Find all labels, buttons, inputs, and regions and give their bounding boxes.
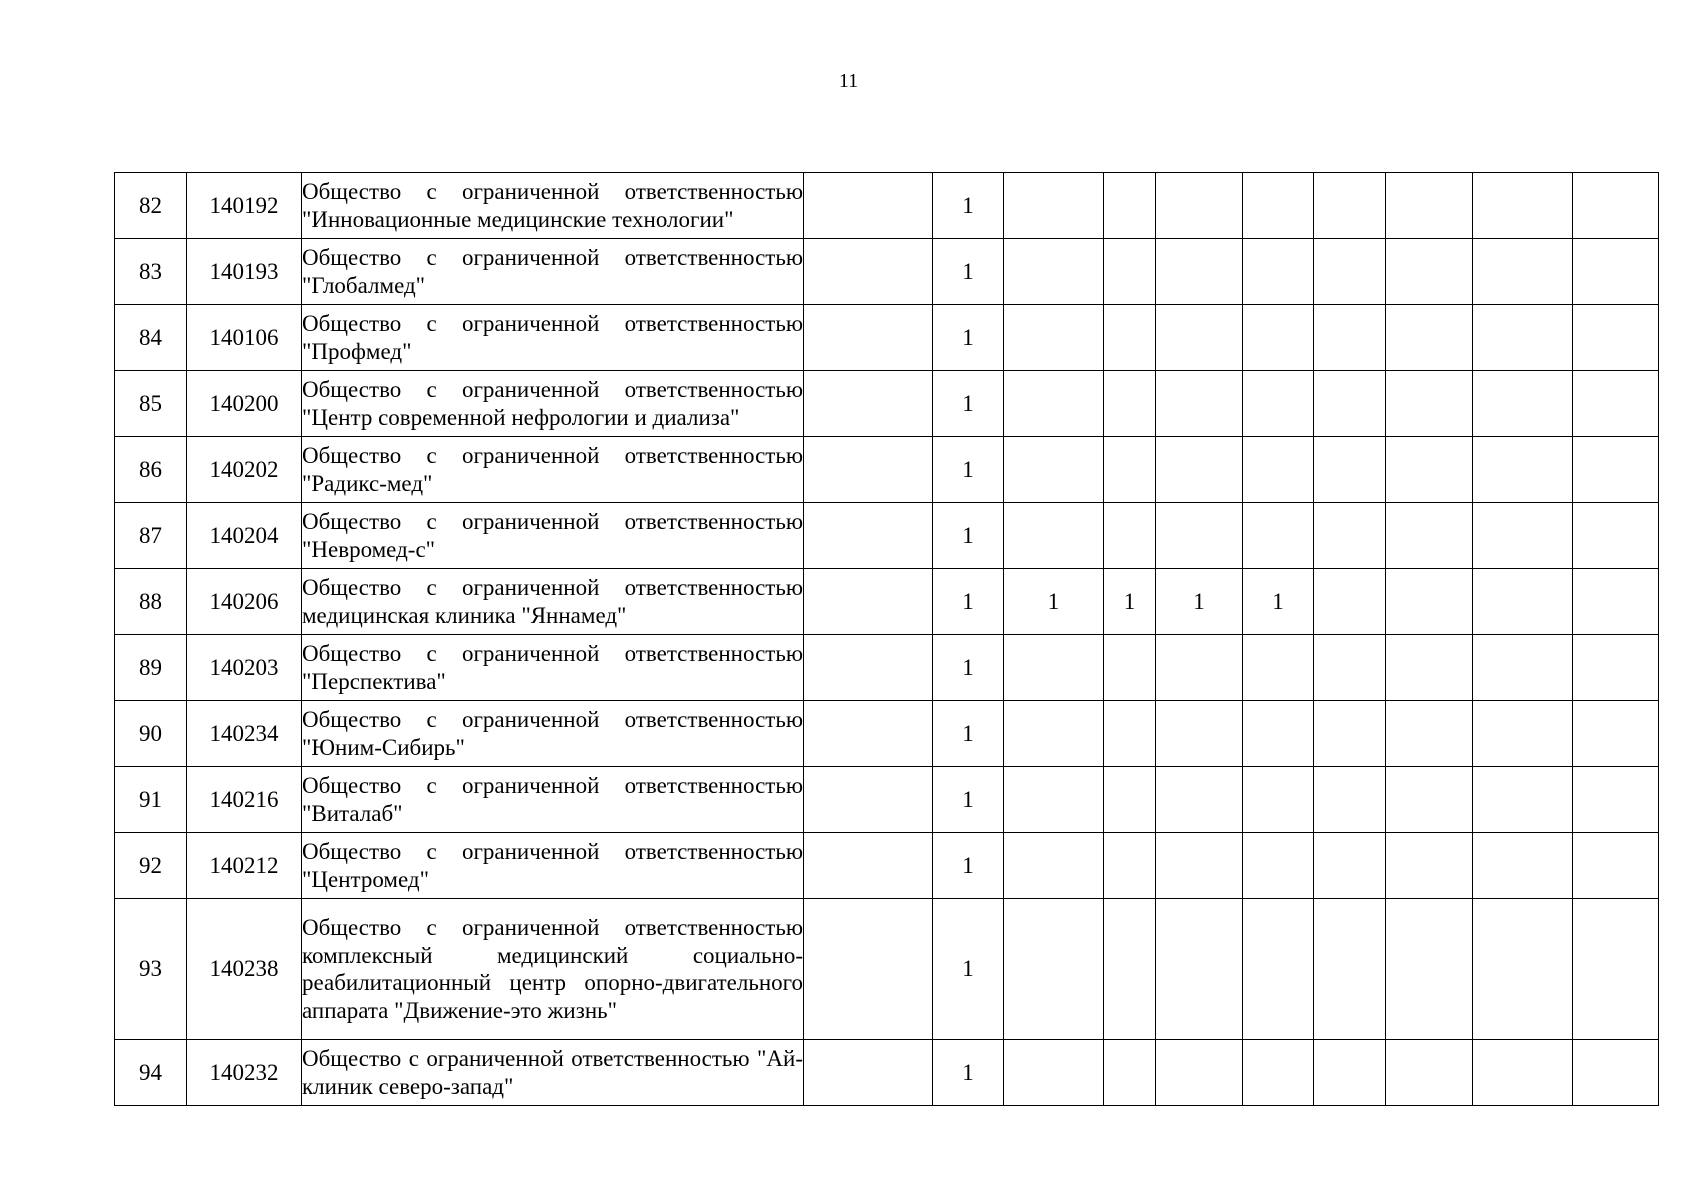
flag-cell: 1 <box>1104 569 1156 635</box>
flag-cell <box>1156 767 1243 833</box>
flag-cell <box>1386 173 1473 239</box>
organization-name-cell: Общество с ограниченной ответственностью "Невромед-с" <box>302 503 804 569</box>
flag-cell <box>1156 503 1243 569</box>
flag-cell <box>804 305 933 371</box>
row-number-cell: 92 <box>115 833 187 899</box>
flag-cell <box>804 899 933 1040</box>
flag-cell <box>1243 899 1314 1040</box>
table-row <box>115 503 1659 569</box>
flag-cell: 1 <box>933 1040 1004 1106</box>
flag-cell <box>1004 305 1104 371</box>
flag-cell: 1 <box>933 305 1004 371</box>
flag-cell <box>1104 371 1156 437</box>
flag-cell <box>1473 305 1573 371</box>
flag-cell <box>1243 239 1314 305</box>
flag-cell <box>1386 239 1473 305</box>
table-row <box>115 767 1659 833</box>
flag-cell <box>1004 1040 1104 1106</box>
flag-cell <box>1473 569 1573 635</box>
flag-cell <box>1243 173 1314 239</box>
flag-cell <box>1573 305 1659 371</box>
flag-cell <box>1473 503 1573 569</box>
flag-cell <box>1314 833 1386 899</box>
flag-cell <box>1573 503 1659 569</box>
table-row <box>115 833 1659 899</box>
flag-cell <box>804 437 933 503</box>
row-number-cell: 87 <box>115 503 187 569</box>
flag-cell <box>804 371 933 437</box>
flag-cell <box>804 701 933 767</box>
flag-cell <box>804 173 933 239</box>
flag-cell <box>1573 701 1659 767</box>
flag-cell: 1 <box>933 371 1004 437</box>
flag-cell <box>1386 635 1473 701</box>
flag-cell <box>1004 899 1104 1040</box>
flag-cell <box>1004 239 1104 305</box>
organization-code-cell: 140238 <box>187 899 302 1040</box>
table-row <box>115 1040 1659 1106</box>
row-number-cell: 94 <box>115 1040 187 1106</box>
flag-cell <box>1243 701 1314 767</box>
row-number-cell: 90 <box>115 701 187 767</box>
table-row <box>115 305 1659 371</box>
flag-cell <box>1386 503 1473 569</box>
flag-cell: 1 <box>933 239 1004 305</box>
flag-cell <box>1473 371 1573 437</box>
flag-cell <box>1156 833 1243 899</box>
flag-cell <box>1386 1040 1473 1106</box>
flag-cell <box>1386 569 1473 635</box>
flag-cell <box>1573 767 1659 833</box>
flag-cell <box>1104 173 1156 239</box>
flag-cell <box>1156 239 1243 305</box>
flag-cell <box>1004 173 1104 239</box>
organization-name-cell: Общество с ограниченной ответственностью "Перспектива" <box>302 635 804 701</box>
flag-cell <box>1314 437 1386 503</box>
flag-cell <box>1104 1040 1156 1106</box>
row-number-cell: 88 <box>115 569 187 635</box>
table-row <box>115 437 1659 503</box>
page-number: 11 <box>838 70 859 92</box>
flag-cell <box>1104 833 1156 899</box>
flag-cell <box>804 239 933 305</box>
organization-code-cell: 140192 <box>187 173 302 239</box>
flag-cell <box>1243 635 1314 701</box>
table-row <box>115 239 1659 305</box>
organization-name-cell: Общество с ограниченной ответственностью комплексный медицинский социально-реабилитационный центр опорно-двигательного аппарата "Движение-это жизнь" <box>302 899 804 1040</box>
flag-cell: 1 <box>933 635 1004 701</box>
organization-name-cell: Общество с ограниченной ответственностью "Радикс-мед" <box>302 437 804 503</box>
flag-cell <box>1104 239 1156 305</box>
flag-cell <box>1314 701 1386 767</box>
flag-cell <box>1573 371 1659 437</box>
flag-cell <box>1156 635 1243 701</box>
flag-cell <box>1573 437 1659 503</box>
row-number-cell: 82 <box>115 173 187 239</box>
flag-cell <box>1243 437 1314 503</box>
organization-name-cell: Общество с ограниченной ответственностью "Глобалмед" <box>302 239 804 305</box>
table-row <box>115 371 1659 437</box>
flag-cell <box>1314 1040 1386 1106</box>
flag-cell <box>1386 701 1473 767</box>
flag-cell <box>1314 767 1386 833</box>
flag-cell <box>804 503 933 569</box>
flag-cell <box>1243 503 1314 569</box>
flag-cell: 1 <box>933 899 1004 1040</box>
flag-cell <box>1473 767 1573 833</box>
flag-cell <box>1004 833 1104 899</box>
flag-cell <box>1004 701 1104 767</box>
organization-code-cell: 140202 <box>187 437 302 503</box>
organization-name-cell: Общество с ограниченной ответственностью "Виталаб" <box>302 767 804 833</box>
flag-cell <box>1156 1040 1243 1106</box>
flag-cell <box>1104 899 1156 1040</box>
flag-cell <box>1314 305 1386 371</box>
organizations-table <box>114 172 1659 1106</box>
flag-cell <box>804 833 933 899</box>
flag-cell <box>1386 437 1473 503</box>
flag-cell <box>1473 437 1573 503</box>
table-row <box>115 173 1659 239</box>
flag-cell <box>1314 371 1386 437</box>
flag-cell <box>1156 899 1243 1040</box>
flag-cell: 1 <box>1004 569 1104 635</box>
flag-cell <box>1314 239 1386 305</box>
flag-cell <box>1004 503 1104 569</box>
organization-code-cell: 140203 <box>187 635 302 701</box>
flag-cell <box>1004 767 1104 833</box>
row-number-cell: 86 <box>115 437 187 503</box>
flag-cell <box>1156 371 1243 437</box>
row-number-cell: 89 <box>115 635 187 701</box>
flag-cell <box>1573 635 1659 701</box>
flag-cell: 1 <box>1243 569 1314 635</box>
flag-cell <box>1156 437 1243 503</box>
flag-cell <box>1386 833 1473 899</box>
flag-cell <box>1573 833 1659 899</box>
flag-cell <box>1573 1040 1659 1106</box>
flag-cell: 1 <box>933 833 1004 899</box>
table-row <box>115 635 1659 701</box>
flag-cell <box>804 635 933 701</box>
flag-cell <box>1156 173 1243 239</box>
flag-cell: 1 <box>933 503 1004 569</box>
flag-cell <box>1243 767 1314 833</box>
row-number-cell: 91 <box>115 767 187 833</box>
flag-cell <box>1473 173 1573 239</box>
organization-name-cell: Общество с ограниченной ответственностью "Инновационные медицинские технологии" <box>302 173 804 239</box>
flag-cell: 1 <box>933 701 1004 767</box>
flag-cell <box>1004 371 1104 437</box>
flag-cell <box>1104 437 1156 503</box>
flag-cell <box>1573 239 1659 305</box>
organization-code-cell: 140106 <box>187 305 302 371</box>
row-number-cell: 93 <box>115 899 187 1040</box>
flag-cell: 1 <box>933 569 1004 635</box>
table-row <box>115 569 1659 635</box>
flag-cell <box>1156 305 1243 371</box>
flag-cell <box>1104 503 1156 569</box>
flag-cell <box>1243 305 1314 371</box>
flag-cell: 1 <box>1156 569 1243 635</box>
flag-cell <box>1386 899 1473 1040</box>
flag-cell <box>1473 1040 1573 1106</box>
flag-cell <box>1314 173 1386 239</box>
flag-cell <box>1104 701 1156 767</box>
flag-cell <box>1473 239 1573 305</box>
row-number-cell: 84 <box>115 305 187 371</box>
organization-name-cell: Общество с ограниченной ответственностью "Центр современной нефрологии и диализа" <box>302 371 804 437</box>
organization-code-cell: 140204 <box>187 503 302 569</box>
flag-cell <box>1473 833 1573 899</box>
flag-cell <box>1104 305 1156 371</box>
flag-cell <box>1243 833 1314 899</box>
flag-cell <box>1104 767 1156 833</box>
flag-cell: 1 <box>933 767 1004 833</box>
organization-name-cell: Общество с ограниченной ответственностью медицинская клиника "Яннамед" <box>302 569 804 635</box>
flag-cell <box>1004 437 1104 503</box>
table-row <box>115 701 1659 767</box>
flag-cell <box>1104 635 1156 701</box>
flag-cell: 1 <box>933 437 1004 503</box>
flag-cell <box>1314 635 1386 701</box>
organization-code-cell: 140216 <box>187 767 302 833</box>
organization-name-cell: Общество с ограниченной ответственностью "Профмед" <box>302 305 804 371</box>
flag-cell <box>1314 569 1386 635</box>
row-number-cell: 83 <box>115 239 187 305</box>
flag-cell: 1 <box>933 173 1004 239</box>
organization-name-cell: Общество с ограниченной ответственностью "Юним-Сибирь" <box>302 701 804 767</box>
flag-cell <box>1243 371 1314 437</box>
flag-cell <box>1386 767 1473 833</box>
organization-name-cell: Общество с ограниченной ответственностью "Центромед" <box>302 833 804 899</box>
flag-cell <box>804 569 933 635</box>
organization-code-cell: 140193 <box>187 239 302 305</box>
flag-cell <box>1314 503 1386 569</box>
organization-code-cell: 140232 <box>187 1040 302 1106</box>
flag-cell <box>1314 899 1386 1040</box>
flag-cell <box>1386 371 1473 437</box>
organization-code-cell: 140212 <box>187 833 302 899</box>
flag-cell <box>804 767 933 833</box>
flag-cell <box>1004 635 1104 701</box>
table-row <box>115 899 1659 1040</box>
flag-cell <box>1573 569 1659 635</box>
organization-code-cell: 140234 <box>187 701 302 767</box>
flag-cell <box>1573 899 1659 1040</box>
flag-cell <box>1473 635 1573 701</box>
organization-code-cell: 140206 <box>187 569 302 635</box>
organization-name-cell: Общество с ограниченной ответственностью "Ай-клиник северо-запад" <box>302 1040 804 1106</box>
flag-cell <box>804 1040 933 1106</box>
flag-cell <box>1156 701 1243 767</box>
row-number-cell: 85 <box>115 371 187 437</box>
organization-code-cell: 140200 <box>187 371 302 437</box>
flag-cell <box>1243 1040 1314 1106</box>
flag-cell <box>1473 701 1573 767</box>
flag-cell <box>1473 899 1573 1040</box>
flag-cell <box>1386 305 1473 371</box>
flag-cell <box>1573 173 1659 239</box>
